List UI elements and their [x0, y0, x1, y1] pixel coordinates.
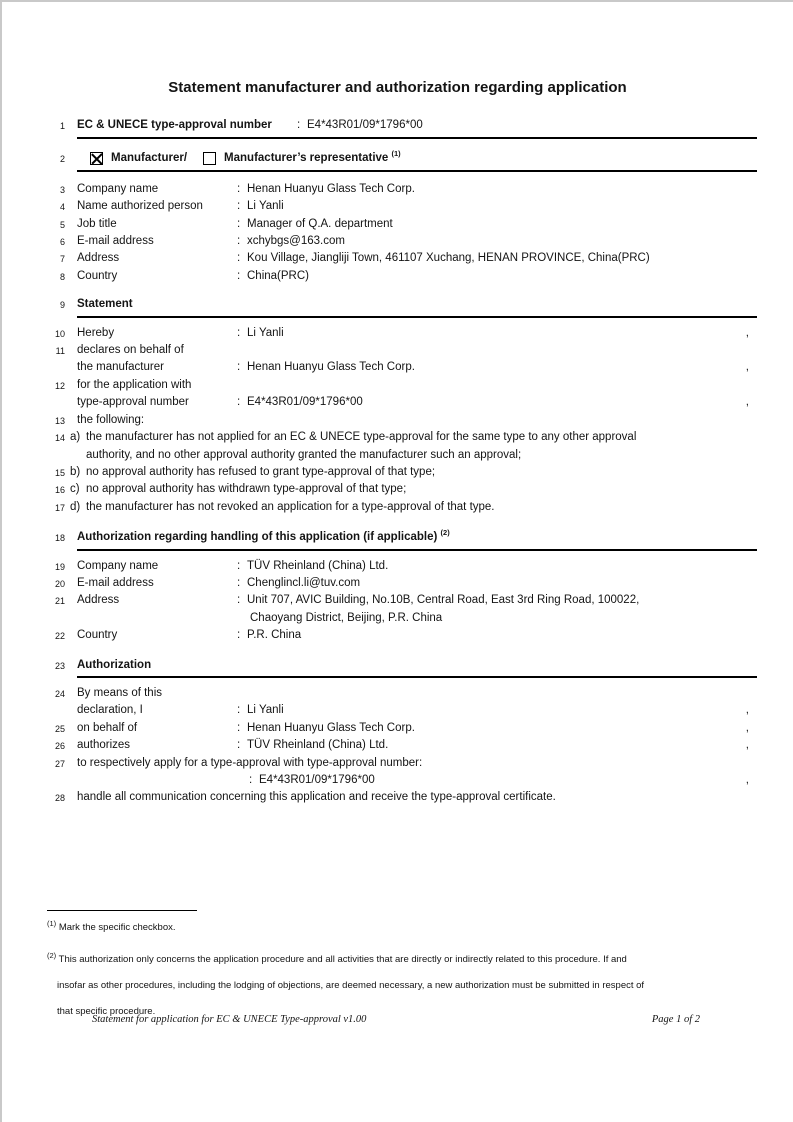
behalf-row: [52, 720, 757, 737]
footnote-separator: [47, 910, 197, 911]
footnote-2-line2: insofar as other procedures, including the lodging of objections, are deemed necessary, a new authorization must be submitted in respect of: [57, 979, 645, 991]
colon: :: [237, 594, 241, 607]
item-a-line1: the manufacturer has not applied for an EC & UNECE type-approval for the same type to any other approval: [86, 431, 637, 444]
handle-row: [52, 789, 757, 806]
line-number: 12: [54, 380, 65, 391]
line-number: 22: [54, 631, 65, 642]
line-number: 7: [59, 254, 65, 265]
footnote-2-marker: (2): [47, 950, 57, 960]
authorization-section-heading: Authorization: [77, 658, 152, 671]
line-number: 24: [54, 688, 65, 699]
section-divider: [77, 137, 757, 139]
item-c-text: no approval authority has withdrawn type-approval of that type;: [86, 483, 407, 496]
line-number: 13: [54, 415, 65, 426]
statement-item-a: [52, 429, 757, 464]
section-divider: [77, 676, 757, 678]
manufacturer-checkbox-label: Manufacturer/: [111, 151, 188, 164]
field-value: Unit 707, AVIC Building, No.10B, Central Road, East 3rd Ring Road, 100022,: [247, 594, 640, 607]
colon: :: [297, 119, 301, 131]
item-d-text: the manufacturer has not revoked an application for a type-approval of that type.: [86, 500, 495, 513]
apply-row: [52, 755, 757, 790]
line-number: 26: [54, 741, 65, 752]
item-marker: a): [70, 431, 81, 444]
line-number: 25: [54, 723, 65, 734]
declares-row: [52, 342, 757, 377]
line-number: 6: [59, 237, 65, 248]
application-lines: [77, 377, 746, 412]
field-row-agent-email: [52, 575, 757, 592]
colon: :: [249, 774, 253, 786]
line-number: 17: [54, 502, 65, 513]
item-text: [86, 429, 757, 464]
trailing-comma: ,: [745, 774, 749, 786]
field-row-agent-company: [52, 558, 757, 575]
field-value: P.R. China: [247, 629, 302, 642]
line-number: 11: [55, 346, 65, 357]
apply-line1: to respectively apply for a type-approval with type-approval number:: [77, 756, 423, 769]
line-number: 3: [59, 184, 65, 195]
following-text: the following:: [77, 413, 145, 426]
trailing-comma: ,: [745, 361, 749, 374]
declares-line1: declares on behalf of: [77, 344, 184, 357]
line-number: 18: [54, 533, 65, 544]
footnote-1-text: Mark the specific checkbox.: [58, 921, 176, 933]
authorizes-value: TÜV Rheinland (China) Ltd.: [247, 739, 389, 752]
declaration-row: [52, 685, 757, 720]
field-value: Henan Huanyu Glass Tech Corp.: [247, 182, 415, 195]
line-number: 27: [54, 758, 65, 769]
page-title: Statement manufacturer and authorization regarding application: [168, 79, 627, 96]
handle-text: handle all communication concerning this application and receive the type-approval certificate.: [77, 791, 556, 804]
field-value: Li Yanli: [247, 200, 284, 213]
apply-value: E4*43R01/09*1796*00: [259, 774, 375, 786]
item-marker: c): [70, 483, 80, 496]
field-label: Company name: [77, 182, 159, 195]
footnote-1-reference: (1): [391, 149, 401, 159]
representative-label-text: Manufacturer’s representative: [224, 151, 389, 164]
field-row-agent-address: [52, 592, 757, 609]
colon: :: [237, 200, 241, 213]
handling-heading-text: Authorization regarding handling of this application (if applicable): [77, 531, 438, 544]
field-row-agent-country: [52, 627, 757, 644]
field-label: Company name: [77, 559, 159, 572]
footnote-2-text-line1: This authorization only concerns the application procedure and all activities that are directly or indirectly related to this procedure. If and: [58, 953, 627, 965]
footer-page-number: Page 1 of 2: [651, 1014, 700, 1025]
declares-line2: [77, 359, 746, 376]
section-divider: [77, 170, 757, 172]
colon: :: [237, 629, 241, 642]
footnote-2-reference: (2): [440, 528, 450, 538]
field-label: Country: [77, 269, 118, 282]
field-row-country: [52, 268, 757, 285]
manufacturer-checkbox[interactable]: [90, 152, 103, 165]
footnote-1-marker: (1): [47, 918, 57, 928]
item-b-text: no approval authority has refused to grant type-approval of that type;: [86, 465, 436, 478]
field-value: Manager of Q.A. department: [247, 217, 393, 230]
trailing-comma: ,: [745, 739, 749, 752]
application-line2: [77, 394, 746, 411]
colon: :: [237, 235, 241, 248]
approval-number-value: E4*43R01/09*1796*00: [307, 119, 423, 131]
field-label: E-mail address: [77, 235, 154, 248]
authorization-section-heading-row: [52, 657, 757, 674]
colon: :: [237, 269, 241, 282]
line-number: 16: [54, 485, 65, 496]
document-page: [2, 78, 793, 1025]
field-row-email: [52, 233, 757, 250]
manufacturer-value: Henan Huanyu Glass Tech Corp.: [247, 361, 415, 374]
behalf-value: Henan Huanyu Glass Tech Corp.: [247, 721, 415, 734]
footer-document-name: Statement for application for EC & UNECE Type-approval v1.00: [92, 1014, 367, 1025]
apply-lines: [77, 755, 746, 790]
colon: :: [237, 721, 241, 734]
colon: :: [237, 326, 241, 339]
line-number: 14: [54, 433, 65, 444]
colon: :: [237, 739, 241, 752]
field-value: China(PRC): [247, 269, 309, 282]
trailing-comma: ,: [745, 721, 749, 734]
section-divider: [77, 316, 757, 318]
field-value-continuation: Chaoyang District, Beijing, P.R. China: [250, 611, 443, 624]
field-value: TÜV Rheinland (China) Ltd.: [247, 559, 389, 572]
field-value: Kou Village, Jiangliji Town, 461107 Xuchang, HENAN PROVINCE, China(PRC): [247, 252, 650, 265]
following-row: [52, 412, 757, 429]
line-number-spacer: [52, 610, 65, 611]
colon: :: [237, 361, 241, 374]
footnote-2-line1: [47, 947, 653, 973]
declaration-value: Li Yanli: [247, 704, 284, 717]
colon: :: [237, 182, 241, 195]
colon: :: [237, 396, 241, 409]
line-number: 10: [54, 328, 65, 339]
colon: :: [237, 704, 241, 717]
type-approval-label: type-approval number: [77, 396, 189, 409]
line-number: 4: [59, 202, 65, 213]
field-row-authorized-person: [52, 198, 757, 215]
field-label: Address: [77, 594, 120, 607]
trailing-comma: ,: [745, 704, 749, 717]
field-label: Name authorized person: [77, 200, 203, 213]
manufacturer-label: the manufacturer: [77, 361, 164, 374]
declares-lines: [77, 342, 746, 377]
hereby-row: [52, 325, 757, 342]
trailing-comma: ,: [745, 396, 749, 409]
field-label: E-mail address: [77, 576, 154, 589]
field-label: Country: [77, 629, 118, 642]
authorizes-row: [52, 737, 757, 754]
line-number: 19: [54, 561, 65, 572]
item-marker: d): [70, 500, 81, 513]
representative-checkbox[interactable]: [203, 152, 216, 165]
field-row-company-name: [52, 181, 757, 198]
line-number: 8: [59, 271, 65, 282]
handling-section-heading-row: [52, 529, 757, 546]
line-number: 28: [54, 793, 65, 804]
approval-number-row: [52, 117, 757, 134]
declaration-line1: By means of this: [77, 686, 163, 699]
statement-item-c: [52, 481, 757, 498]
item-a-line2: authority, and no other approval authority granted the manufacturer such an approval;: [86, 448, 522, 461]
line-number: 5: [59, 219, 65, 230]
declaration-lines: [77, 685, 746, 720]
indent-spacer: [77, 772, 249, 789]
line-number: 21: [54, 596, 65, 607]
handling-section-heading: [77, 529, 450, 546]
hereby-label: Hereby: [77, 326, 115, 339]
document-body: [52, 117, 757, 807]
declaration-label: declaration, I: [77, 704, 143, 717]
field-value: Chenglincl.li@tuv.com: [247, 576, 361, 589]
role-row: [52, 150, 757, 167]
field-row-job-title: [52, 216, 757, 233]
footnote-2-line3: that specific procedure.: [57, 1005, 156, 1017]
statement-item-d: [52, 499, 757, 516]
field-label: Address: [77, 252, 120, 265]
line-number: 9: [59, 300, 65, 311]
field-value: xchybgs@163.com: [247, 235, 345, 248]
colon: :: [237, 559, 241, 572]
field-label: Job title: [77, 217, 117, 230]
trailing-comma: ,: [745, 326, 749, 339]
behalf-label: on behalf of: [77, 721, 138, 734]
line-number: 1: [59, 121, 65, 131]
declaration-line2: [77, 702, 746, 719]
authorizes-label: authorizes: [77, 739, 131, 752]
hereby-value: Li Yanli: [247, 326, 284, 339]
approval-number-label: EC & UNECE type-approval number: [77, 119, 272, 131]
section-divider: [77, 549, 757, 551]
line-number: 2: [59, 153, 65, 164]
representative-checkbox-label: [224, 150, 401, 167]
statement-item-b: [52, 464, 757, 481]
type-approval-value: E4*43R01/09*1796*00: [247, 396, 363, 409]
colon: :: [237, 217, 241, 230]
apply-line2: [77, 772, 746, 789]
footnotes-block: [47, 910, 653, 1025]
field-row-agent-address-cont: [52, 610, 757, 627]
statement-section-heading-row: [52, 296, 757, 313]
field-row-address: [52, 250, 757, 267]
page-footer: [92, 1014, 700, 1025]
application-row: [52, 377, 757, 412]
line-number: 15: [54, 467, 65, 478]
statement-section-heading: Statement: [77, 298, 133, 311]
line-number: 23: [54, 660, 65, 671]
line-number: 20: [54, 578, 65, 589]
item-marker: b): [70, 465, 81, 478]
footnote-1: [47, 918, 653, 934]
application-line1: for the application with: [77, 378, 192, 391]
colon: :: [237, 252, 241, 265]
colon: :: [237, 576, 241, 589]
